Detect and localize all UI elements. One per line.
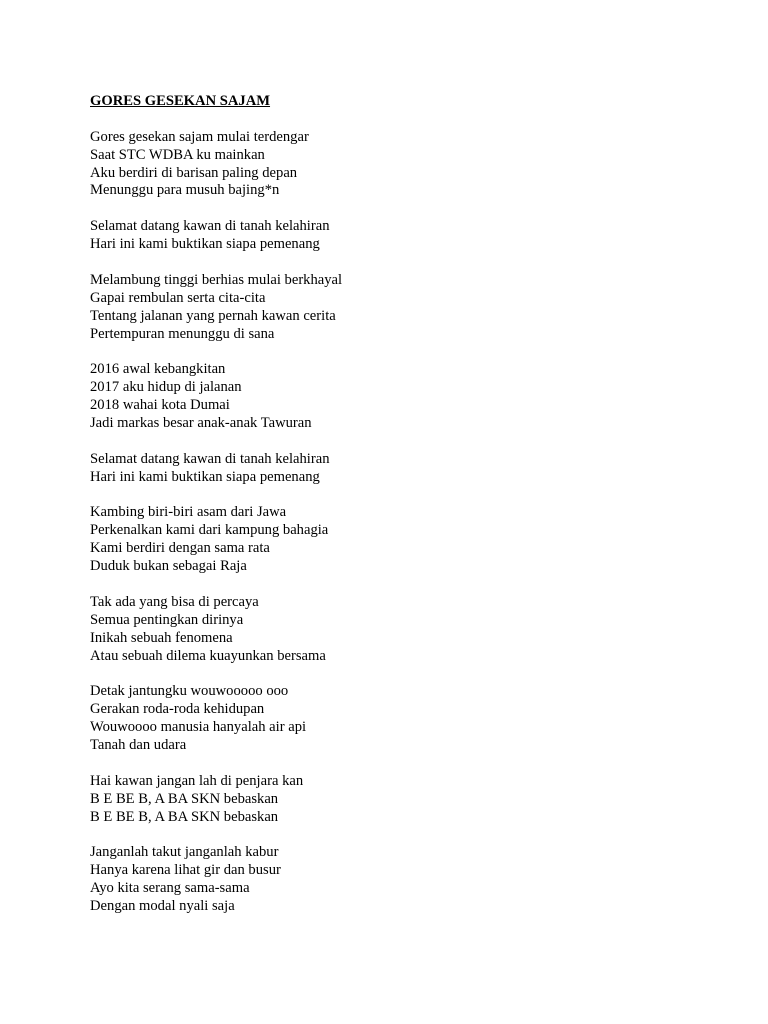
lyric-line: Perkenalkan kami dari kampung bahagia [90,522,329,539]
lyric-line: Wouwoooo manusia hanyalah air api [90,719,307,736]
lyric-line: 2017 aku hidup di jalanan [90,379,242,396]
stanza [90,451,690,487]
lyric-line: Hanya karena lihat gir dan busur [90,862,281,879]
stanza [90,594,690,666]
lyric-line: B E BE B, A BA SKN bebaskan [90,808,279,825]
stanza [90,683,690,755]
stanza [90,504,690,576]
lyric-line: Atau sebuah dilema kuayunkan bersama [90,647,326,664]
lyric-line: Gapai rembulan serta cita-cita [90,289,266,306]
lyric-line: 2018 wahai kota Dumai [90,397,230,414]
stanza [90,129,690,201]
stanza [90,361,690,433]
lyrics-body [90,129,690,916]
stanza [90,773,690,827]
lyric-line: Selamat datang kawan di tanah kelahiran [90,218,330,235]
stanza [90,844,690,916]
lyric-line: Tentang jalanan yang pernah kawan cerita [90,307,336,324]
document-title: GORES GESEKAN SAJAM [90,93,271,109]
lyric-line: Gerakan roda-roda kehidupan [90,701,265,718]
lyric-line: B E BE B, A BA SKN bebaskan [90,790,279,807]
lyric-line: Inikah sebuah fenomena [90,629,233,646]
lyric-line: Pertempuran menunggu di sana [90,325,275,342]
stanza [90,218,690,254]
lyric-line: Gores gesekan sajam mulai terdengar [90,128,309,145]
lyric-line: Kami berdiri dengan sama rata [90,540,270,557]
lyric-line: Tak ada yang bisa di percaya [90,593,259,610]
lyric-line: Hari ini kami buktikan siapa pemenang [90,468,320,485]
lyric-line: Semua pentingkan dirinya [90,611,244,628]
lyric-line: Hai kawan jangan lah di penjara kan [90,772,304,789]
lyric-line: Janganlah takut janganlah kabur [90,844,279,861]
document-page [90,93,690,934]
lyric-line: Melambung tinggi berhias mulai berkhayal [90,271,343,288]
lyric-line: Jadi markas besar anak-anak Tawuran [90,415,312,432]
lyric-line: Tanah dan udara [90,737,187,754]
stanza [90,272,690,344]
lyric-line: Ayo kita serang sama-sama [90,880,250,897]
lyric-line: Aku berdiri di barisan paling depan [90,164,298,181]
lyric-line: Dengan modal nyali saja [90,898,235,915]
lyric-line: Kambing biri-biri asam dari Jawa [90,504,287,521]
lyric-line: Detak jantungku wouwooooo ooo [90,683,289,700]
lyric-line: Saat STC WDBA ku mainkan [90,146,265,163]
lyric-line: Menunggu para musuh bajing*n [90,182,280,199]
lyric-line: Hari ini kami buktikan siapa pemenang [90,236,320,253]
lyric-line: Selamat datang kawan di tanah kelahiran [90,450,330,467]
lyric-line: 2016 awal kebangkitan [90,361,226,378]
lyric-line: Duduk bukan sebagai Raja [90,558,247,575]
